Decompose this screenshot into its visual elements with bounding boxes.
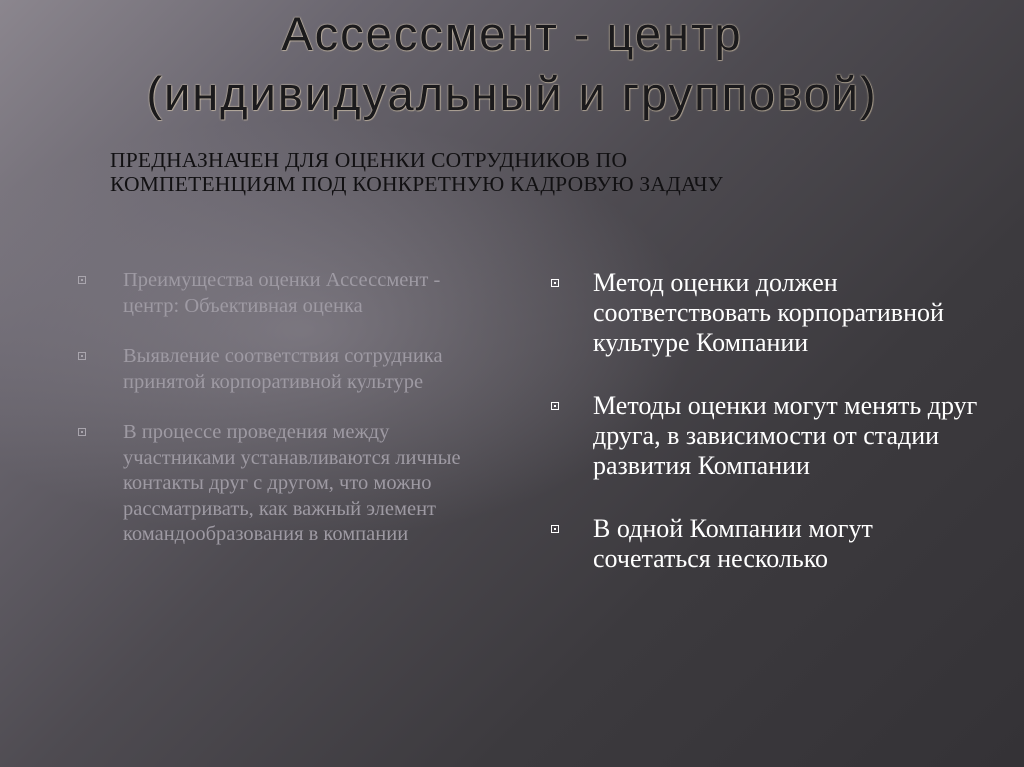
list-item-text: В одной Компании могут сочетаться несколько (593, 514, 873, 573)
list-item (548, 268, 988, 358)
slide-subtitle-line-2: КОМПЕТЕНЦИЯМ ПОД КОНКРЕТНУЮ КАДРОВУЮ ЗАДАЧУ (110, 172, 724, 196)
slide-title (40, 4, 984, 124)
slide-subtitle-line-1: ПРЕДНАЗНАЧЕН ДЛЯ ОЦЕНКИ СОТРУДНИКОВ ПО (110, 148, 628, 172)
square-bullet-icon (78, 428, 86, 436)
list-item-text: Методы оценки могут менять друг друга, в зависимости от стадии развития Компании (593, 391, 978, 480)
list-item (78, 420, 498, 548)
list-item (78, 268, 498, 319)
list-item-text: Преимущества оценки Ассессмент - центр: Объективная оценка (123, 269, 441, 317)
list-item (548, 391, 988, 481)
list-item (548, 514, 988, 574)
square-bullet-icon (551, 402, 559, 410)
slide-title-line-2: (индивидуальный и групповой) (146, 67, 878, 120)
list-item (78, 344, 498, 395)
square-bullet-icon (551, 279, 559, 287)
list-item-text: В процессе проведения между участниками устанавливаются личные контакты друг с другом, что можно рассматривать, как важный элемент командообразования в компании (123, 421, 461, 545)
square-bullet-icon (78, 276, 86, 284)
slide-title-line-1: Ассессмент - центр (281, 7, 743, 60)
slide-subtitle (110, 148, 970, 196)
left-bullet-list (78, 268, 498, 573)
list-item-text: Метод оценки должен соответствовать корпоративной культуре Компании (593, 268, 944, 357)
square-bullet-icon (551, 525, 559, 533)
list-item-text: Выявление соответствия сотрудника принятой корпоративной культуре (123, 345, 443, 393)
right-bullet-list (548, 268, 988, 607)
square-bullet-icon (78, 352, 86, 360)
